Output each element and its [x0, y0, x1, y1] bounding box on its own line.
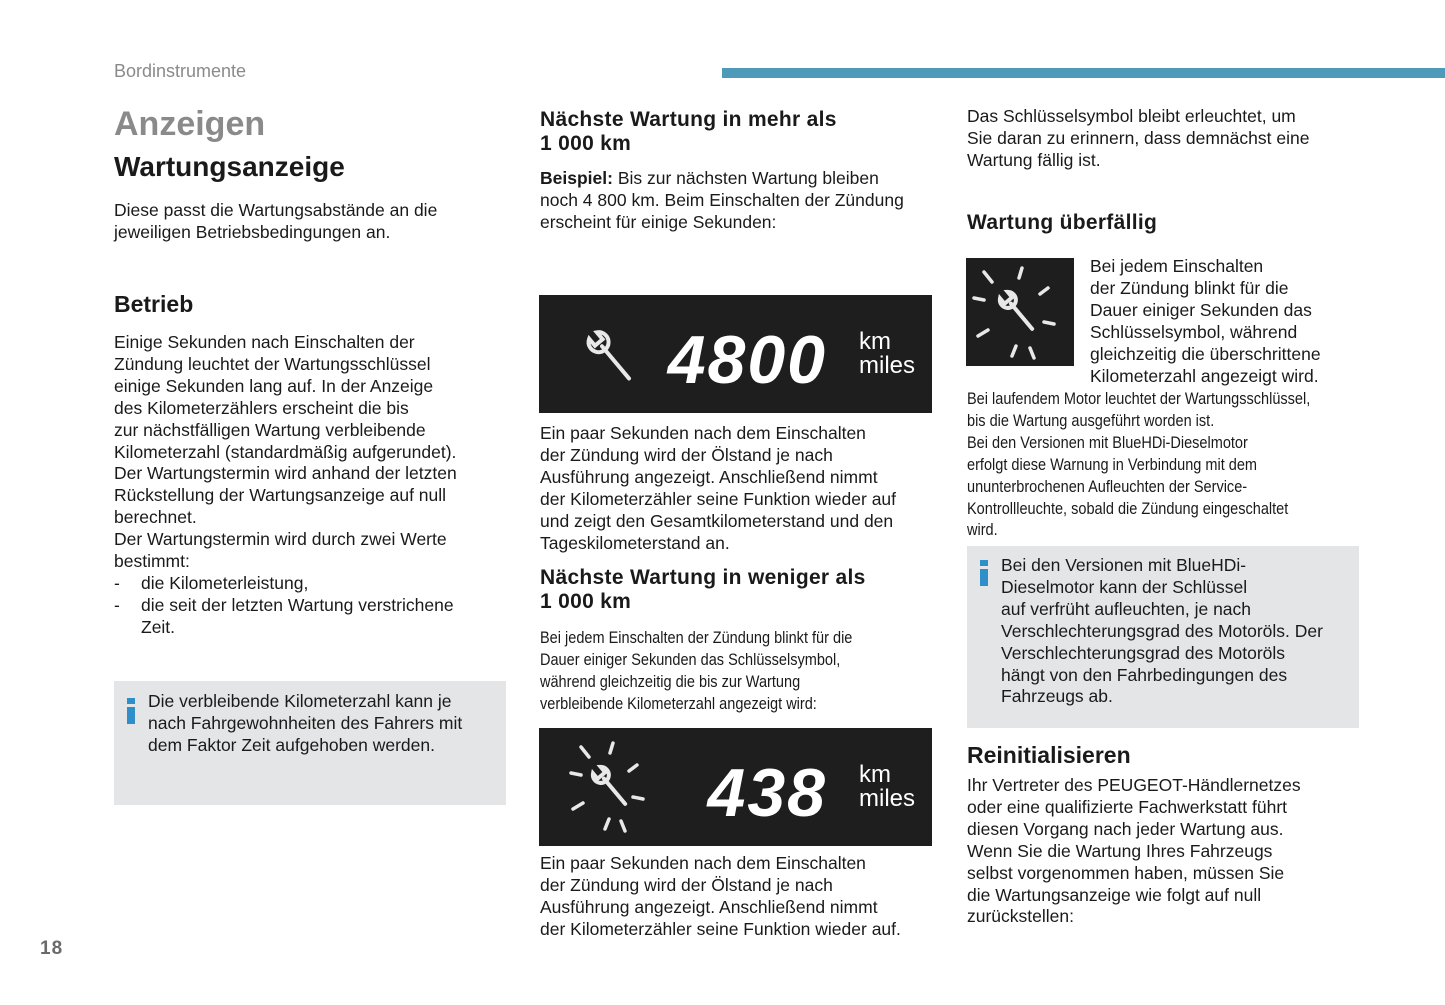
heading-line: Nächste Wartung in mehr als	[540, 108, 837, 131]
text-line: Bei jedem Einschalten	[1090, 256, 1264, 276]
bullet-text-line: Zeit.	[141, 616, 176, 637]
page-number: 18	[40, 938, 64, 959]
text-line: Diese passt die Wartungsabstände an die	[114, 200, 438, 220]
text-line: Einige Sekunden nach Einschalten der	[114, 332, 415, 352]
info-text	[148, 691, 462, 757]
text-line: Sie daran zu erinnern, dass demnächst eine	[967, 127, 1310, 148]
text-line: nach Fahrgewohnheiten des Fahrers mit	[148, 712, 463, 733]
text-line: der Kilometerzähler seine Funktion wieder auf.	[540, 918, 901, 939]
blink-paragraph	[540, 628, 940, 716]
text-line: Der Wartungstermin wird durch zwei Werte	[114, 529, 447, 550]
overdue-heading-wrap	[967, 211, 1367, 235]
section-label: Bordinstrumente	[114, 61, 247, 81]
betrieb-heading: Betrieb	[114, 291, 194, 317]
blinking-wrench-icon	[974, 268, 1054, 358]
text-line: Bei jedem Einschalten der Zündung blinkt für die	[540, 629, 853, 647]
text-line: berechnet.	[114, 507, 197, 528]
text-line: Verschlechterungsgrad des Motoröls. Der	[1001, 620, 1323, 641]
text-line: selbst vorgenommen haben, müssen Sie	[967, 862, 1285, 883]
text-line: der Zündung wird der Ölstand je nach	[540, 444, 833, 465]
text-line: jeweiligen Betriebsbedingungen an.	[114, 221, 391, 242]
text-line: Der Wartungstermin wird anhand der letzten	[114, 463, 457, 484]
text-line: gleichzeitig die überschrittene	[1090, 343, 1321, 364]
reset-heading: Reinitialisieren	[967, 742, 1131, 768]
text-line: erscheint für einige Sekunden:	[540, 211, 777, 232]
bullet-dash: -	[114, 594, 120, 615]
running-engine-paragraph	[967, 389, 1437, 542]
text-line: Bis zur nächsten Wartung bleiben	[612, 168, 879, 188]
display-value: 438	[707, 755, 827, 831]
text-line: Bei den Versionen mit BlueHDi-Dieselmotor	[967, 433, 1248, 452]
info-box	[967, 546, 1359, 728]
text-line: dem Faktor Zeit aufgehoben werden.	[148, 734, 435, 755]
text-line: Ein paar Sekunden nach dem Einschalten	[540, 853, 866, 873]
text-line: Dauer einiger Sekunden das Schlüsselsymbol,	[540, 650, 841, 669]
info-icon	[980, 560, 988, 586]
bullet-text	[141, 595, 454, 639]
text-line: die Wartungsanzeige wie folgt auf null	[967, 884, 1262, 905]
text-line: bis die Wartung ausgeführt worden ist.	[967, 411, 1215, 430]
bullet-item	[114, 595, 514, 639]
text-line: Wartung fällig ist.	[967, 149, 1101, 170]
display-unit-km: km	[859, 328, 891, 355]
info-text	[1001, 555, 1323, 708]
text-line: auf verfrüht aufleuchten, je nach	[1001, 598, 1252, 619]
text-line: Zündung leuchtet der Wartungsschlüssel	[114, 353, 431, 374]
bullet-text: die Kilometerleistung,	[141, 572, 309, 593]
middle-top	[540, 108, 940, 234]
text-line: Das Schlüsselsymbol bleibt erleuchtet, um	[967, 106, 1296, 126]
text-line: Ein paar Sekunden nach dem Einschalten	[540, 423, 866, 443]
heading-next-service-more	[540, 108, 940, 156]
text-line: oder eine qualifizierte Fachwerkstatt führt	[967, 796, 1288, 817]
text-line: des Kilometerzählers erscheint die bis	[114, 397, 409, 418]
overdue-heading: Wartung überfällig	[967, 211, 1158, 234]
overdue-wrench-display	[966, 258, 1074, 366]
text-line: Bei den Versionen mit BlueHDi-	[1001, 555, 1247, 575]
left-column	[114, 104, 514, 244]
display-unit-miles: miles	[859, 352, 916, 379]
text-line: Dauer einiger Sekunden das	[1090, 299, 1312, 320]
text-line: ununterbrochenen Aufleuchten der Service-	[967, 477, 1248, 496]
section-title: Wartungsanzeige	[114, 151, 345, 182]
example-paragraph	[540, 168, 940, 234]
middle-next-service-less	[540, 566, 940, 716]
text-line: und zeigt den Gesamtkilometerstand und den	[540, 510, 894, 531]
text-line: der Zündung wird der Ölstand je nach	[540, 874, 833, 895]
overdue-paragraph	[1090, 256, 1370, 387]
text-line: erfolgt diese Warnung in Verbindung mit dem	[967, 455, 1258, 474]
text-line: der Zündung blinkt für die	[1090, 277, 1289, 298]
right-intro	[967, 106, 1367, 172]
bullet-text-line: die seit der letzten Wartung verstrichene	[141, 594, 454, 615]
page-title: Anzeigen	[114, 105, 266, 143]
text-line: Verschlechterungsgrad des Motoröls	[1001, 642, 1286, 663]
bullet-item	[114, 573, 514, 595]
text-line: Bei laufendem Motor leuchtet der Wartungsschlüssel,	[967, 390, 1311, 408]
text-line: Ausführung angezeigt. Anschließend nimmt	[540, 466, 878, 487]
text-line: bestimmt:	[114, 551, 190, 572]
display-value: 4800	[667, 322, 827, 398]
header-accent-bar	[722, 68, 1445, 78]
text-line: Die verbleibende Kilometerzahl kann je	[148, 691, 452, 711]
example-label: Beispiel:	[540, 168, 613, 188]
odometer-display-438	[539, 728, 932, 846]
intro-paragraph	[114, 200, 514, 244]
text-line: hängt von den Fahrbedingungen des	[1001, 664, 1288, 685]
after-display-2	[540, 853, 940, 941]
blinking-wrench-icon	[571, 743, 643, 831]
reset-section	[967, 742, 1367, 928]
info-box	[114, 681, 506, 805]
after-display-1	[540, 423, 940, 554]
text-line: verbleibende Kilometerzahl angezeigt wird:	[540, 694, 817, 713]
text-line: Kontrollleuchte, sobald die Zündung eingeschaltet	[967, 499, 1289, 518]
text-line: Schlüsselsymbol, während	[1090, 321, 1298, 342]
text-line: während gleichzeitig die bis zur Wartung	[540, 672, 801, 691]
display-unit-miles: miles	[859, 785, 916, 812]
text-line: der Kilometerzähler seine Funktion wieder auf	[540, 488, 897, 509]
wrench-icon	[585, 329, 636, 385]
text-line: Tageskilometerstand an.	[540, 532, 730, 553]
text-line: Kilometerzahl (standardmäßig aufgerundet).	[114, 441, 457, 462]
reset-paragraph	[967, 775, 1367, 928]
bullet-dash: -	[114, 572, 120, 593]
heading-line: 1 000 km	[540, 590, 632, 613]
text-line: wird.	[967, 521, 998, 540]
text-line: Fahrzeugs ab.	[1001, 686, 1113, 707]
text-line: noch 4 800 km. Beim Einschalten der Zündung	[540, 189, 904, 210]
text-line: Rückstellung der Wartungsanzeige auf null	[114, 485, 447, 506]
heading-line: 1 000 km	[540, 132, 632, 155]
heading-line: Nächste Wartung in weniger als	[540, 566, 866, 589]
text-line: diesen Vorgang nach jeder Wartung aus.	[967, 818, 1284, 839]
info-icon	[127, 698, 135, 724]
text-line: Ihr Vertreter des PEUGEOT-Händlernetzes	[967, 775, 1301, 795]
odometer-display-4800	[539, 295, 932, 413]
text-line: Dieselmotor kann der Schlüssel	[1001, 576, 1248, 597]
betrieb-paragraph	[114, 332, 514, 639]
text-line: zurückstellen:	[967, 906, 1074, 927]
betrieb-section	[114, 291, 514, 639]
display-unit-km: km	[859, 761, 891, 788]
text-line: einige Sekunden lang auf. In der Anzeige	[114, 375, 434, 396]
text-line: Wenn Sie die Wartung Ihres Fahrzeugs	[967, 840, 1273, 861]
text-line: zur nächstfälligen Wartung verbleibende	[114, 419, 426, 440]
heading-next-service-less	[540, 566, 940, 614]
text-line: Ausführung angezeigt. Anschließend nimmt	[540, 896, 878, 917]
text-line: Kilometerzahl angezeigt wird.	[1090, 365, 1319, 386]
